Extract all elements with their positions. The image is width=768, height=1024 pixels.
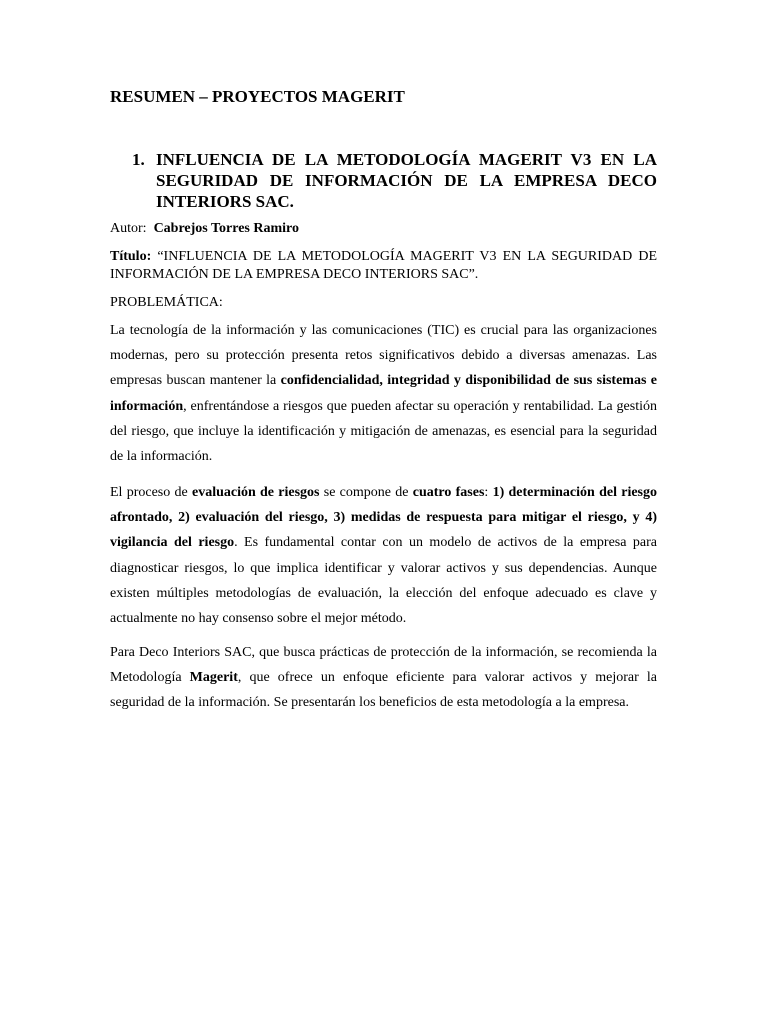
author-line [110,220,299,238]
paragraph-2-bold-f: 1) determinación del riesgo afrontado, 2) evaluación del riesgo, 3) medidas de respuesta para mitigar el riesgo, y 4) vigilancia del riesgo [110,485,657,551]
author-label: Autor: [110,221,147,236]
paragraph-2-text-e: : [484,485,493,500]
paragraph-2 [110,480,657,631]
paragraph-1-text-a: La tecnología de la información y las comunicaciones (TIC) es crucial para las organizaciones modernas, pero su protección presenta retos significativos debido a diversas amenazas. Las empresas buscan mantener la [110,323,657,389]
author-name: Cabrejos Torres Ramiro [153,221,300,236]
paragraph-2-text-c: se compone de [319,485,413,500]
paragraph-2-bold-d: cuatro fases [412,485,485,500]
title-label: Título: [110,249,152,264]
problem-label: PROBLEMÁTICA: [110,295,223,310]
paragraph-1-text-c: , enfrentándose a riesgos que pueden afectar su operación y rentabilidad. La gestión del riesgo, que incluye la identificación y mitigación de amenazas, es esencial para la seguridad de la información. [110,398,657,465]
paragraph-1 [110,318,657,469]
paragraph-1-bold: confidencialidad, integridad y disponibilidad de sus sistemas e información [110,373,657,414]
paragraph-2-text-a: El proceso de [110,485,192,500]
paragraph-3-bold: Magerit [189,670,238,686]
paragraph-3-text-a: Para Deco Interiors SAC, que busca prácticas de protección de la información, se recomienda la Metodología [110,645,657,686]
paragraph-2-bold-b: evaluación de riesgos [191,485,320,500]
section-number: 1. [132,150,145,169]
paragraph-2-text-g: . Es fundamental contar con un modelo de activos de la empresa para diagnosticar riesgos, lo que implica identificar y valorar activos y sus dependencias. Aunque existen múltiples metodologías de evaluación, la elección del enfoque adecuado es clave y actualmente no hay consenso sobre el mejor método. [110,535,658,627]
title-line [110,248,657,284]
section-heading-text: INFLUENCIA DE LA METODOLOGÍA MAGERIT V3 EN LA SEGURIDAD DE INFORMACIÓN DE LA EMPRESA DECO INTERIORS SAC. [156,150,657,211]
paragraph-3 [110,640,657,716]
document-title: RESUMEN – PROYECTOS MAGERIT [110,87,405,106]
section-heading [132,149,657,212]
title-text: “INFLUENCIA DE LA METODOLOGÍA MAGERIT V3 EN LA SEGURIDAD DE INFORMACIÓN DE LA EMPRESA DECO INTERIORS SAC”. [110,249,657,282]
paragraph-3-text-c: , que ofrece un enfoque eficiente para valorar activos y mejorar la seguridad de la información. Se presentarán los beneficios de esta metodología a la empresa. [110,670,657,711]
